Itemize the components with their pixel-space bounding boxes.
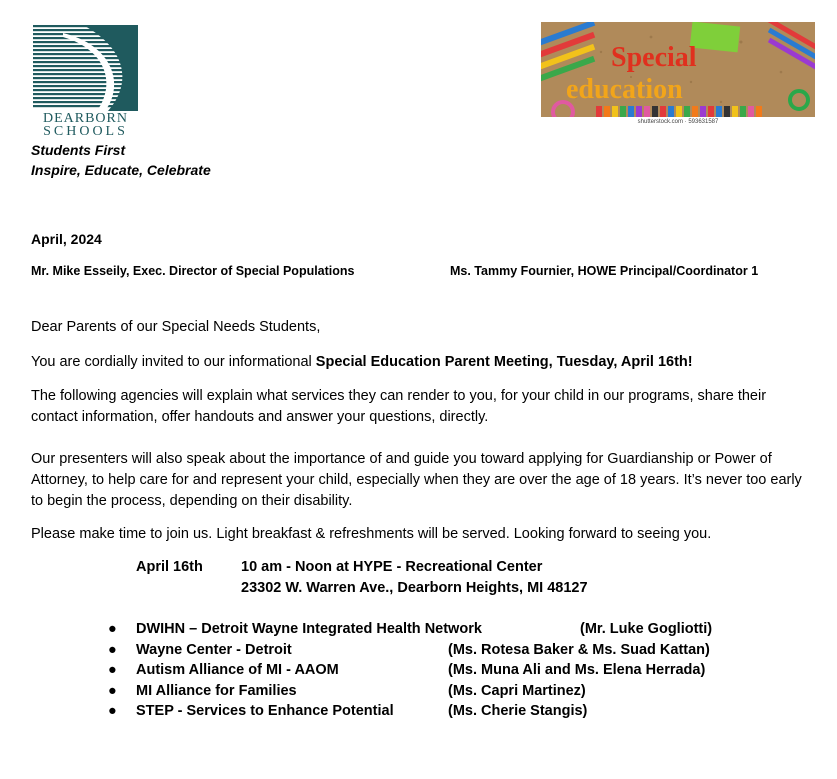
agency-contact: (Ms. Rotesa Baker & Ms. Suad Kattan) xyxy=(448,641,710,658)
banner-text-education: education xyxy=(566,74,683,105)
agency-name: Autism Alliance of MI - AAOM xyxy=(136,662,339,678)
logo-wordmark-dearborn: DEARBORN xyxy=(42,111,128,126)
agency-name: DWIHN – Detroit Wayne Integrated Health Network xyxy=(136,621,482,637)
meeting-title: Special Education Parent Meeting, Tuesday, April 16th! xyxy=(315,354,693,370)
tagline-students-first: Students First xyxy=(31,142,126,158)
principal-name: Ms. Tammy Fournier, HOWE Principal/Coordinator 1 xyxy=(450,264,759,278)
dearborn-schools-logo xyxy=(33,25,138,137)
invitation-paragraph xyxy=(31,352,816,373)
closing-paragraph: Please make time to join us. Light breakfast & refreshments will be served. Looking forward to seeing you. xyxy=(31,526,712,542)
invitation-text: You are cordially invited to our informational xyxy=(31,354,316,370)
agency-contact: (Ms. Capri Martinez) xyxy=(448,682,586,699)
bullet-icon: ● xyxy=(108,621,117,637)
agency-contact: (Ms. Cherie Stangis) xyxy=(448,703,588,719)
bullet-icon: ● xyxy=(108,682,117,699)
director-name: Mr. Mike Esseily, Exec. Director of Special Populations xyxy=(31,264,355,278)
logo-emblem-icon xyxy=(33,25,138,111)
special-education-banner xyxy=(541,22,815,127)
event-address: 23302 W. Warren Ave., Dearborn Heights, MI 48127 xyxy=(241,580,588,596)
special-education-image xyxy=(541,22,815,127)
event-date: April 16th xyxy=(136,559,203,575)
banner-text-special: Special xyxy=(611,42,697,73)
tagline-motto: Inspire, Educate, Celebrate xyxy=(31,162,211,178)
agency-contact: (Ms. Muna Ali and Ms. Elena Herrada) xyxy=(448,662,706,678)
greeting: Dear Parents of our Special Needs Students, xyxy=(31,319,321,335)
event-time-place: 10 am - Noon at HYPE - Recreational Center xyxy=(241,559,543,575)
agencies-intro-paragraph: The following agencies will explain what services they can render to you, for your child in our programs, share their contact information, offer handouts and answer your questions, directly. xyxy=(31,388,767,425)
bullet-icon: ● xyxy=(108,662,117,678)
banner-credit: shutterstock.com · 593631587 xyxy=(541,117,815,127)
letter-date: April, 2024 xyxy=(31,231,102,247)
bullet-icon: ● xyxy=(108,641,117,658)
agency-name: MI Alliance for Families xyxy=(136,682,297,699)
logo-wordmark-schools: SCHOOLS xyxy=(43,124,128,139)
bullet-icon: ● xyxy=(108,703,117,719)
agency-name: Wayne Center - Detroit xyxy=(136,641,292,658)
guardianship-paragraph: Our presenters will also speak about the importance of and guide you toward applying for Guardianship or Power of Attorney, to help care for and represent your child, especially when they are over the age of 18 years. It’s never too early to begin the process, depending on their disability. xyxy=(31,451,802,509)
agency-name: STEP - Services to Enhance Potential xyxy=(136,703,394,719)
agency-contact: (Mr. Luke Gogliotti) xyxy=(580,621,713,637)
